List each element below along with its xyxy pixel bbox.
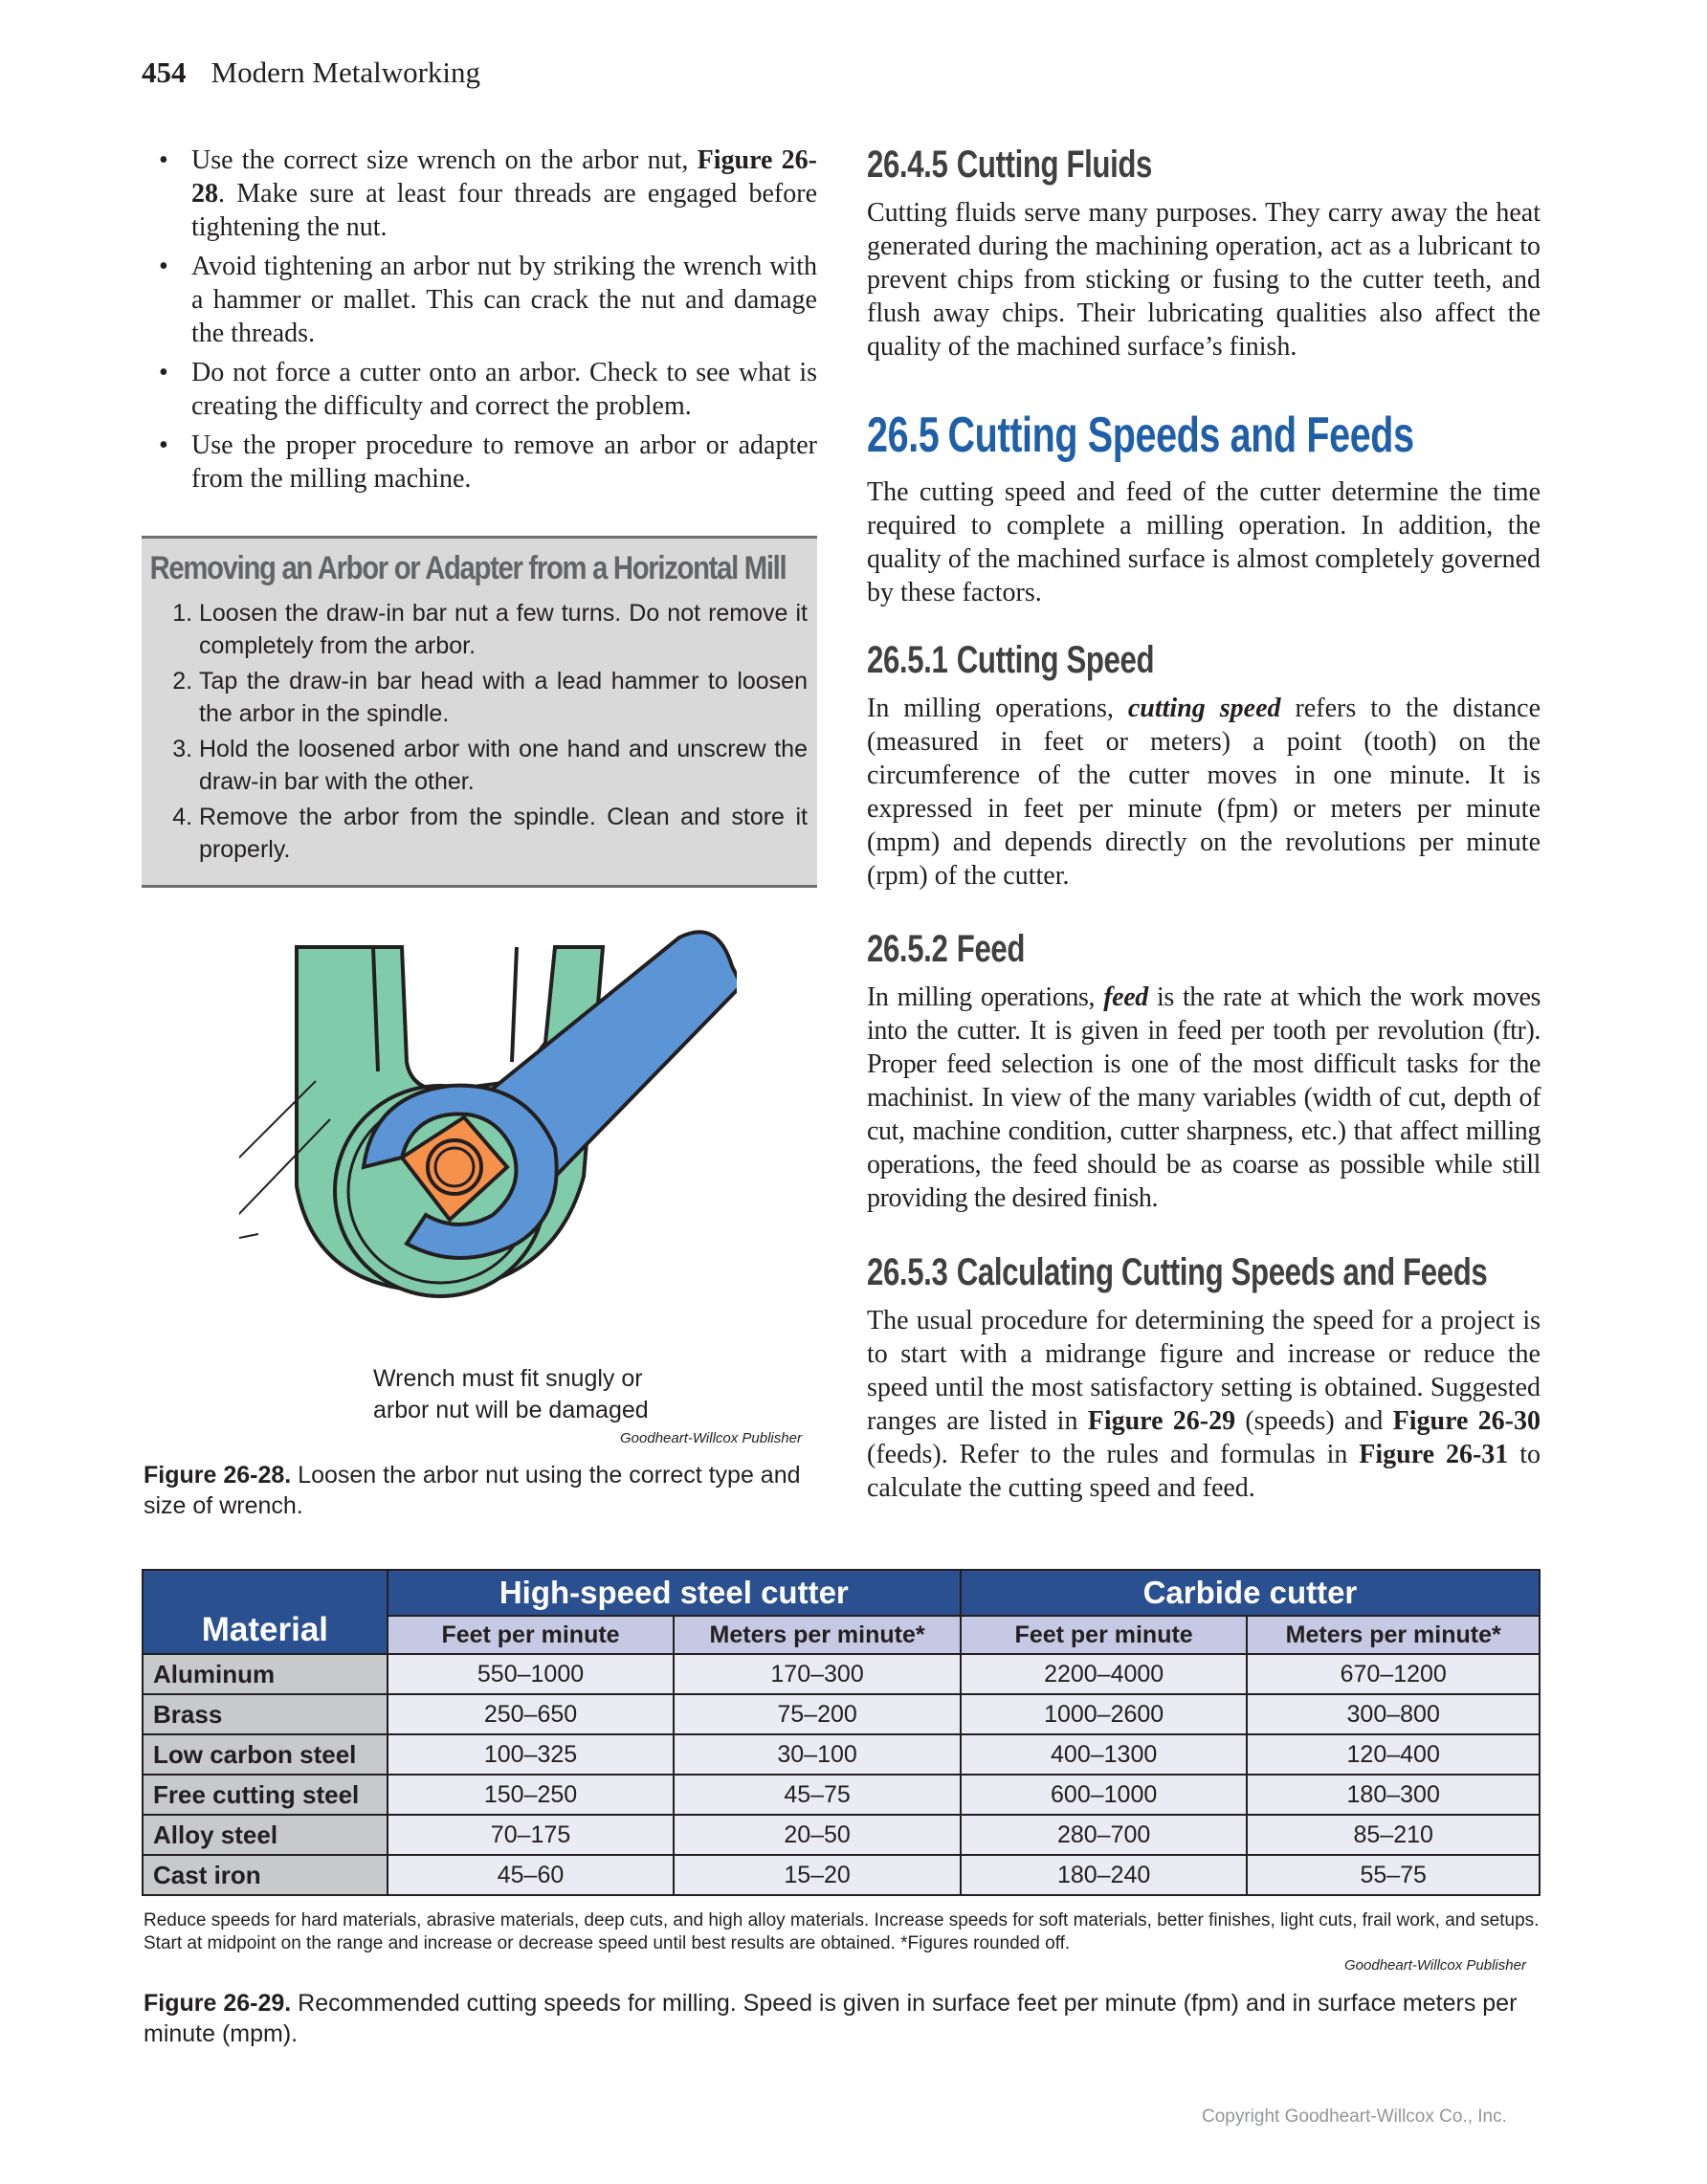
section-heading: 26.5.2 Feed bbox=[867, 928, 1026, 970]
material-cell: Cast iron bbox=[143, 1855, 388, 1895]
value-cell: 400–1300 bbox=[961, 1734, 1248, 1775]
section-heading: 26.5.1 Cutting Speed bbox=[867, 639, 1155, 681]
value-cell: 2200–4000 bbox=[961, 1654, 1248, 1694]
table-caption: Figure 26-29. Recommended cutting speeds for milling. Speed is given in surface feet per minute (fpm) and in surface meters per minute (mpm). bbox=[144, 1990, 1518, 2047]
value-cell: 70–175 bbox=[388, 1815, 675, 1855]
running-header bbox=[142, 55, 480, 90]
material-cell: Alloy steel bbox=[143, 1815, 388, 1855]
value-cell: 100–325 bbox=[388, 1734, 675, 1775]
value-cell: 45–60 bbox=[388, 1855, 675, 1895]
column-header: Feet per minute bbox=[961, 1616, 1248, 1654]
value-cell: 280–700 bbox=[961, 1815, 1248, 1855]
leader-line bbox=[239, 1234, 258, 1244]
column-header: Feet per minute bbox=[388, 1616, 675, 1654]
figure-reference: Figure 26-28 bbox=[191, 145, 817, 209]
procedure-steps bbox=[142, 597, 817, 866]
section-body: The cutting speed and feed of the cutter determine the time required to complete a milling operation. In addition, the quality of the machined surface is almost completely governed by these factors. bbox=[867, 477, 1541, 607]
value-cell: 600–1000 bbox=[961, 1775, 1248, 1815]
column-header: Meters per minute* bbox=[674, 1616, 961, 1654]
housing-rib bbox=[512, 947, 517, 1062]
value-cell: 550–1000 bbox=[388, 1654, 675, 1694]
table-row bbox=[143, 1694, 1540, 1734]
material-cell: Free cutting steel bbox=[143, 1775, 388, 1815]
value-cell: 180–300 bbox=[1247, 1775, 1540, 1815]
table-row bbox=[143, 1654, 1540, 1694]
material-cell: Low carbon steel bbox=[143, 1734, 388, 1775]
value-cell: 250–650 bbox=[388, 1694, 675, 1734]
value-cell: 85–210 bbox=[1247, 1815, 1540, 1855]
material-cell: Aluminum bbox=[143, 1654, 388, 1694]
cutting-speeds-table bbox=[142, 1569, 1541, 1896]
procedure-step: 3. Hold the loosened arbor with one hand and unscrew the draw-in bar with the other. bbox=[199, 733, 808, 798]
section-body: The usual procedure for determining the speed for a project is to start with a midrange figure and increase or reduce the speed until the most satisfactory setting is obtained. Suggested ranges are listed in Figure 26-29 (speeds) and Figure 26-30 (feeds). Refer to the rules and formulas in Figure 26-31 to calculate the cutting speed and feed. bbox=[867, 1306, 1541, 1503]
procedure-step: 4. Remove the arbor from the spindle. Clean and store it properly. bbox=[199, 801, 808, 866]
value-cell: 45–75 bbox=[674, 1775, 961, 1815]
figure-caption: Figure 26-28. Loosen the arbor nut using the correct type and size of wrench. bbox=[144, 1462, 801, 1519]
value-cell: 120–400 bbox=[1247, 1734, 1540, 1775]
arbor-wrench-illustration bbox=[239, 928, 737, 1349]
section-body: In milling operations, feed is the rate at which the work moves into the cutter. It is given in feed per tooth per revolution (ftr). Proper feed selection is one of the most difficult tasks for the machinist. In view of the many variables (width of cut, depth of cut, machine condition, cutter sharpness, etc.) that affect milling operations, the feed should be as coarse as possible while still providing the desired finish. bbox=[867, 982, 1541, 1213]
figure-callout: Wrench must fit snugly or arbor nut will be damaged bbox=[373, 1365, 649, 1423]
book-title: Modern Metalworking bbox=[211, 55, 481, 89]
material-cell: Brass bbox=[143, 1694, 388, 1734]
section-26-4-5 bbox=[867, 143, 1541, 364]
section-body: In milling operations, cutting speed refers to the distance (measured in feet or meters) a point (tooth) on the circumference of the cutter moves in one minute. It is expressed in feet per minute (fpm) or meters per minute (mpm) and depends directly on the revolutions per minute (rpm) of the cutter. bbox=[867, 694, 1541, 891]
procedure-step: 1. Loosen the draw-in bar nut a few turns. Do not remove it completely from the arbor. bbox=[199, 597, 808, 662]
figure-reference: Figure 26-29 bbox=[1087, 1406, 1236, 1436]
figure-reference: Figure 26-31 bbox=[1359, 1440, 1509, 1469]
material-column-header: Material bbox=[143, 1570, 388, 1654]
value-cell: 150–250 bbox=[388, 1775, 675, 1815]
section-26-5-3 bbox=[867, 1251, 1541, 1505]
table-group-header-row bbox=[143, 1570, 1540, 1616]
section-heading: 26.5.3 Calculating Cutting Speeds and Feeds bbox=[867, 1251, 1488, 1293]
section-26-5 bbox=[867, 407, 1541, 609]
bullet-item: • Avoid tightening an arbor nut by striking the wrench with a hammer or mallet. This can crack the nut and damage the threads. bbox=[151, 250, 817, 350]
procedure-step: 2. Tap the draw-in bar head with a lead hammer to loosen the arbor in the spindle. bbox=[199, 665, 808, 730]
table-row bbox=[143, 1734, 1540, 1775]
value-cell: 20–50 bbox=[674, 1815, 961, 1855]
key-term: cutting speed bbox=[1127, 694, 1281, 723]
value-cell: 180–240 bbox=[961, 1855, 1248, 1895]
bullet-item: • Use the correct size wrench on the arbor nut, Figure 26-28. Make sure at least four threads are engaged before tightening the nut. bbox=[151, 143, 817, 244]
copyright-footer: Copyright Goodheart-Willcox Co., Inc. bbox=[1202, 2107, 1507, 2127]
table-note: Reduce speeds for hard materials, abrasive materials, deep cuts, and high alloy materials. Increase speeds for soft materials, better finishes, light cuts, frail work, and setups. Start at midpoint on the range and increase or decrease speed until best results are obtained. *Figures rounded off. bbox=[144, 1910, 1540, 1953]
page-number: 454 bbox=[142, 55, 187, 89]
table-credit: Goodheart-Willcox Publisher bbox=[1344, 1957, 1526, 1974]
value-cell: 30–100 bbox=[674, 1734, 961, 1775]
section-26-5-1 bbox=[867, 639, 1541, 893]
figure-label: Figure 26-28. bbox=[144, 1462, 292, 1489]
section-26-5-2 bbox=[867, 928, 1541, 1215]
value-cell: 1000–2600 bbox=[961, 1694, 1248, 1734]
figure-reference: Figure 26-30 bbox=[1392, 1406, 1541, 1436]
value-cell: 670–1200 bbox=[1247, 1654, 1540, 1694]
figure-credit: Goodheart-Willcox Publisher bbox=[620, 1430, 802, 1446]
bullet-item: • Do not force a cutter onto an arbor. Check to see what is creating the difficulty and correct the problem. bbox=[151, 356, 817, 423]
table-row bbox=[143, 1815, 1540, 1855]
value-cell: 15–20 bbox=[674, 1855, 961, 1895]
bullet-item: • Use the proper procedure to remove an arbor or adapter from the milling machine. bbox=[151, 429, 817, 496]
chapter-section-heading: 26.5 Cutting Speeds and Feeds bbox=[867, 408, 1414, 463]
procedure-title: Removing an Arbor or Adapter from a Horizontal Mill bbox=[149, 550, 787, 586]
table-row bbox=[143, 1855, 1540, 1895]
table-row bbox=[143, 1775, 1540, 1815]
key-term: feed bbox=[1103, 982, 1148, 1012]
group-header: Carbide cutter bbox=[961, 1570, 1540, 1616]
value-cell: 300–800 bbox=[1247, 1694, 1540, 1734]
section-heading: 26.4.5 Cutting Fluids bbox=[867, 143, 1152, 186]
figure-label: Figure 26-29. bbox=[144, 1990, 292, 2017]
value-cell: 55–75 bbox=[1247, 1855, 1540, 1895]
value-cell: 170–300 bbox=[674, 1654, 961, 1694]
column-header: Meters per minute* bbox=[1247, 1616, 1540, 1654]
procedure-box bbox=[142, 536, 817, 888]
value-cell: 75–200 bbox=[674, 1694, 961, 1734]
section-body: Cutting fluids serve many purposes. They carry away the heat generated during the machining operation, act as a lubricant to prevent chips from sticking or fusing to the cutter teeth, and flush away chips. Their lubricating qualities also affect the quality of the machined surface’s finish. bbox=[867, 198, 1541, 362]
group-header: High-speed steel cutter bbox=[388, 1570, 961, 1616]
safety-bullet-list bbox=[151, 143, 817, 501]
